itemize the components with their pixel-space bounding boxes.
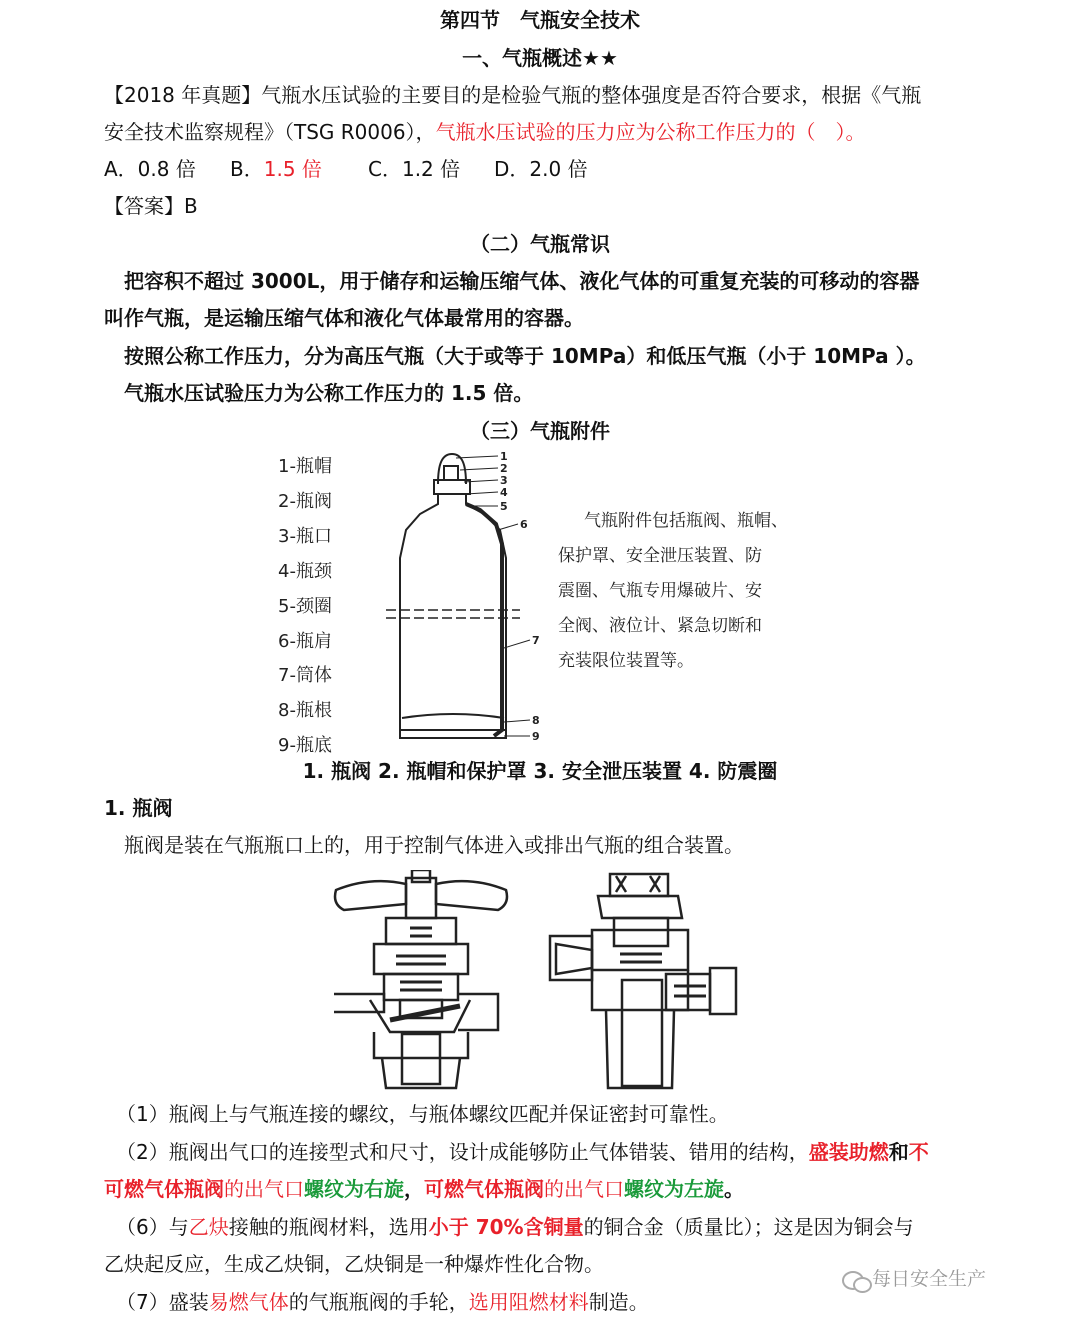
section-heading-accessories: （三）气瓶附件: [470, 419, 610, 443]
accessory-caption-line-1: 气瓶附件包括瓶阀、瓶帽、: [584, 511, 788, 531]
option-d: D．2.0 倍: [494, 157, 588, 181]
cylinder-label-body: 7-筒体: [278, 665, 332, 686]
valve-item-2-flammable-valve: 可燃气体瓶阀: [424, 1177, 544, 1201]
valve-item-2-line-2: [104, 1171, 744, 1208]
cylinder-label-cap: 1-瓶帽: [278, 456, 332, 477]
option-b-letter: B．: [230, 157, 264, 181]
cylinder-number-3: 3: [500, 474, 508, 487]
question-line-2: [104, 114, 866, 151]
common-paragraph-2: 按照公称工作压力，分为高压气瓶（大于或等于 10MPa）和低压气瓶（小于 10MPa ）。: [124, 344, 926, 368]
valve-diagram-handwheel: [330, 870, 512, 1092]
valve-item-2-non: 不: [908, 1140, 929, 1164]
valve-item-7-b: 的气瓶瓶阀的手轮，: [288, 1290, 469, 1314]
question-highlight: 气瓶水压试验的压力应为公称工作压力的（ ）。: [435, 120, 866, 144]
common-paragraph-1-line-1: 把容积不超过 3000L，用于储存和运输压缩气体、液化气体的可重复充装的可移动的容器: [124, 269, 920, 293]
cylinder-label-mouth: 3-瓶口: [278, 526, 332, 547]
valve-item-2-line-1: [116, 1134, 929, 1171]
cylinder-label-root: 8-瓶根: [278, 700, 332, 721]
accessory-caption-line-5: 充装限位装置等。: [558, 651, 694, 671]
valve-item-2-period: 。: [724, 1177, 744, 1201]
common-paragraph-3: 气瓶水压试验压力为公称工作压力的 1.5 倍。: [124, 381, 534, 405]
cylinder-number-4: 4: [500, 486, 508, 499]
valve-item-7-c: 制造。: [588, 1290, 649, 1314]
section-heading-common: （二）气瓶常识: [470, 232, 610, 256]
cylinder-label-neck: 4-瓶颈: [278, 561, 332, 582]
watermark-text: 每日安全生产: [872, 1268, 987, 1290]
accessory-list: 1. 瓶阀 2. 瓶帽和保护罩 3. 安全泄压装置 4. 防震圈: [302, 759, 778, 783]
option-b: [230, 151, 322, 188]
valve-item-6-line-2: 乙炔起反应，生成乙炔铜，乙炔铜是一种爆炸性化合物。: [104, 1252, 604, 1276]
common-paragraph-1-line-2: 叫作气瓶，是运输压缩气体和液化气体最常用的容器。: [104, 306, 584, 330]
section-heading-overview: 一、气瓶概述★★: [462, 46, 618, 70]
valve-item-2-left-thread: 螺纹为左旋: [624, 1177, 724, 1201]
valve-item-6-c: 的铜合金（质量比）；这是因为铜会与: [583, 1215, 914, 1239]
cylinder-number-6: 6: [520, 518, 528, 531]
option-c: C．1.2 倍: [368, 157, 461, 181]
watermark: [842, 1264, 986, 1291]
cylinder-number-9: 9: [532, 730, 540, 743]
cylinder-number-7: 7: [532, 634, 540, 647]
wechat-icon: [842, 1269, 872, 1291]
valve-item-6-acetylene: 乙炔: [188, 1215, 229, 1239]
cylinder-label-shoulder: 6-瓶肩: [278, 631, 332, 652]
question-line-1: 【2018 年真题】气瓶水压试验的主要目的是检验气瓶的整体强度是否符合要求，根据《气瓶: [104, 83, 922, 107]
valve-description: 瓶阀是装在气瓶瓶口上的，用于控制气体进入或排出气瓶的组合装置。: [124, 833, 744, 857]
valve-item-2-outlet-b: 的出气口: [544, 1177, 624, 1201]
valve-item-2-and: 和: [888, 1140, 909, 1164]
accessory-caption-line-2: 保护罩、安全泄压装置、防: [558, 546, 762, 566]
cylinder-number-1: 1: [500, 450, 508, 463]
question-line-2-text: 安全技术监察规程》（TSG R0006），: [104, 120, 436, 144]
valve-heading: 1. 瓶阀: [104, 796, 173, 820]
valve-item-7-a: （7）盛装: [116, 1290, 209, 1314]
cylinder-number-8: 8: [532, 714, 540, 727]
accessory-caption-line-3: 震圈、气瓶专用爆破片、安: [558, 581, 762, 601]
page-title: 第四节 气瓶安全技术: [440, 8, 640, 32]
valve-item-6-line-1: [116, 1209, 914, 1246]
cylinder-label-collar: 5-颈圈: [278, 596, 332, 617]
valve-item-2-nonflammable-valve: 可燃气体瓶阀: [104, 1177, 224, 1201]
cylinder-label-bottom: 9-瓶底: [278, 735, 332, 756]
valve-item-6-b: 接触的瓶阀材料，选用: [228, 1215, 429, 1239]
gas-cylinder-diagram: [380, 448, 550, 750]
valve-item-2-comma: ，: [404, 1177, 424, 1201]
cylinder-number-2: 2: [500, 462, 508, 475]
option-b-value: 1.5 倍: [263, 157, 322, 181]
valve-item-7-retardant: 选用阻燃材料: [468, 1290, 589, 1314]
valve-item-2-outlet-a: 的出气口: [224, 1177, 304, 1201]
answer: 【答案】B: [104, 194, 198, 218]
valve-item-2-right-thread: 螺纹为右旋: [304, 1177, 404, 1201]
valve-item-2-oxidizing: 盛装助燃: [808, 1140, 889, 1164]
cylinder-label-valve: 2-瓶阀: [278, 491, 332, 512]
option-a: A．0.8 倍: [104, 157, 196, 181]
valve-item-6-a: （6）与: [116, 1215, 189, 1239]
valve-item-2-text: （2）瓶阀出气口的连接型式和尺寸，设计成能够防止气体错装、错用的结构，: [116, 1140, 809, 1164]
valve-item-7: [116, 1284, 649, 1321]
valve-item-6-copper: 小于 70%含铜量: [428, 1215, 584, 1239]
valve-item-1: （1）瓶阀上与气瓶连接的螺纹，与瓶体螺纹匹配并保证密封可靠性。: [116, 1102, 729, 1126]
accessory-caption-line-4: 全阀、液位计、紧急切断和: [558, 616, 762, 636]
cylinder-number-5: 5: [500, 500, 508, 513]
valve-diagram-outlet: [546, 870, 746, 1092]
valve-item-7-flammable: 易燃气体: [208, 1290, 289, 1314]
